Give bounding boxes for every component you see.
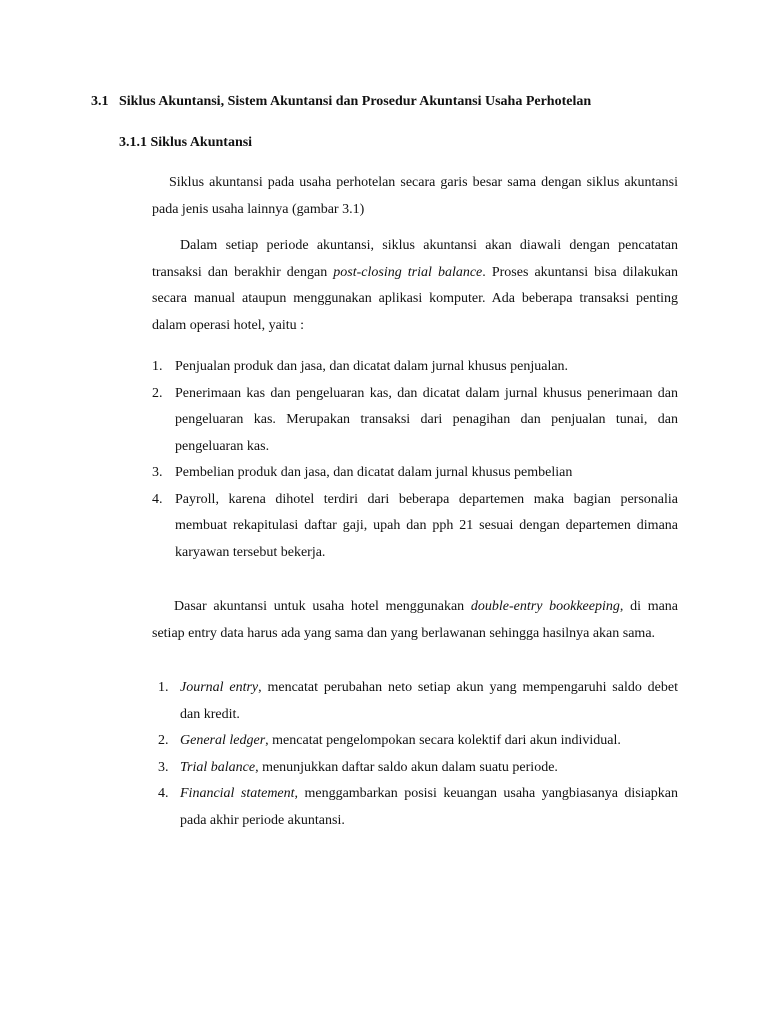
paragraph-cycle-text-before: Dalam setiap periode akuntansi, siklus akuntansi akan diawali dengan pencatatan transaksi dan berakhir dengan [152, 238, 678, 280]
list-item [152, 381, 678, 461]
list-item-term: Financial statement [180, 786, 295, 801]
list-item-marker: 2. [152, 385, 163, 401]
list-item-term: Trial balance [180, 759, 256, 775]
list-item [152, 755, 678, 782]
section-heading [91, 94, 591, 110]
list-item-text: Penerimaan kas dan pengeluaran kas, dan dicatat dalam jurnal khusus penerimaan dan pengeluaran kas. Merupakan transaksi dari penagihan dan penjualan tunai, dan pengeluaran kas. [175, 385, 678, 454]
list-item-text: Penjualan produk dan jasa, dan dicatat dalam jurnal khusus penjualan. [175, 359, 569, 374]
section-title: Siklus Akuntansi, Sistem Akuntansi dan Prosedur Akuntansi Usaha Perhotelan [119, 94, 592, 109]
list-item [152, 354, 678, 381]
subsection-heading [119, 135, 252, 151]
paragraph-intro-text: Siklus akuntansi pada usaha perhotelan secara garis besar sama dengan siklus akuntansi pada jenis usaha lainnya (gambar 3.1) [152, 175, 678, 217]
list-item-term: General ledger [180, 733, 266, 748]
list-item-marker: 3. [158, 759, 169, 775]
paragraph-bookkeeping [152, 594, 678, 647]
paragraph-cycle [152, 233, 678, 339]
steps-list [152, 675, 678, 834]
list-item-text: , mencatat perubahan neto setiap akun yang mempengaruhi saldo debet dan kredit. [180, 680, 678, 722]
list-item [152, 487, 678, 567]
list-item-marker: 2. [158, 733, 169, 748]
subsection-number: 3.1.1 [119, 135, 147, 150]
list-item-text: , menggambarkan posisi keuangan usaha yangbiasanya disiapkan pada akhir periode akuntansi. [180, 786, 678, 828]
paragraph-bookkeeping-text-before: Dasar akuntansi untuk usaha hotel menggunakan [174, 599, 471, 614]
paragraph-intro [152, 170, 678, 223]
list-item-marker: 3. [152, 465, 163, 480]
paragraph-bookkeeping-term: double-entry bookkeeping [470, 599, 620, 614]
list-item [152, 728, 678, 755]
paragraph-cycle-term: post-closing trial balance [333, 264, 483, 280]
list-item-marker: 1. [158, 680, 169, 695]
list-item-text: Pembelian produk dan jasa, dan dicatat dalam jurnal khusus pembelian [175, 465, 573, 480]
list-item-text: Payroll, karena dihotel terdiri dari beberapa departemen maka bagian personalia membuat rekapitulasi daftar gaji, upah dan pph 21 sesuai dengan departemen dimana karyawan tersebut bekerja. [175, 491, 678, 560]
list-item-text: , mencatat pengelompokan secara kolektif dari akun individual. [265, 733, 621, 748]
list-item [152, 460, 678, 487]
list-item-marker: 1. [152, 359, 163, 374]
list-item [152, 781, 678, 834]
list-item [152, 675, 678, 728]
paragraph-bookkeeping-text-after: , di mana setiap entry data harus ada yang sama dan yang berlawanan sehingga hasilnya akan sama. [152, 599, 679, 641]
list-item-text: , menunjukkan daftar saldo akun dalam suatu periode. [255, 759, 558, 775]
list-item-marker: 4. [152, 491, 163, 507]
paragraph-cycle-text-after: . Proses akuntansi bisa dilakukan secara manual ataupun menggunakan aplikasi komputer. Ada beberapa transaksi penting dalam operasi hotel, yaitu : [152, 264, 678, 333]
list-item-term: Journal entry [180, 680, 259, 695]
list-item-marker: 4. [158, 786, 169, 801]
transactions-list [152, 354, 678, 566]
section-number: 3.1 [91, 94, 109, 109]
subsection-title: Siklus Akuntansi [150, 135, 253, 150]
